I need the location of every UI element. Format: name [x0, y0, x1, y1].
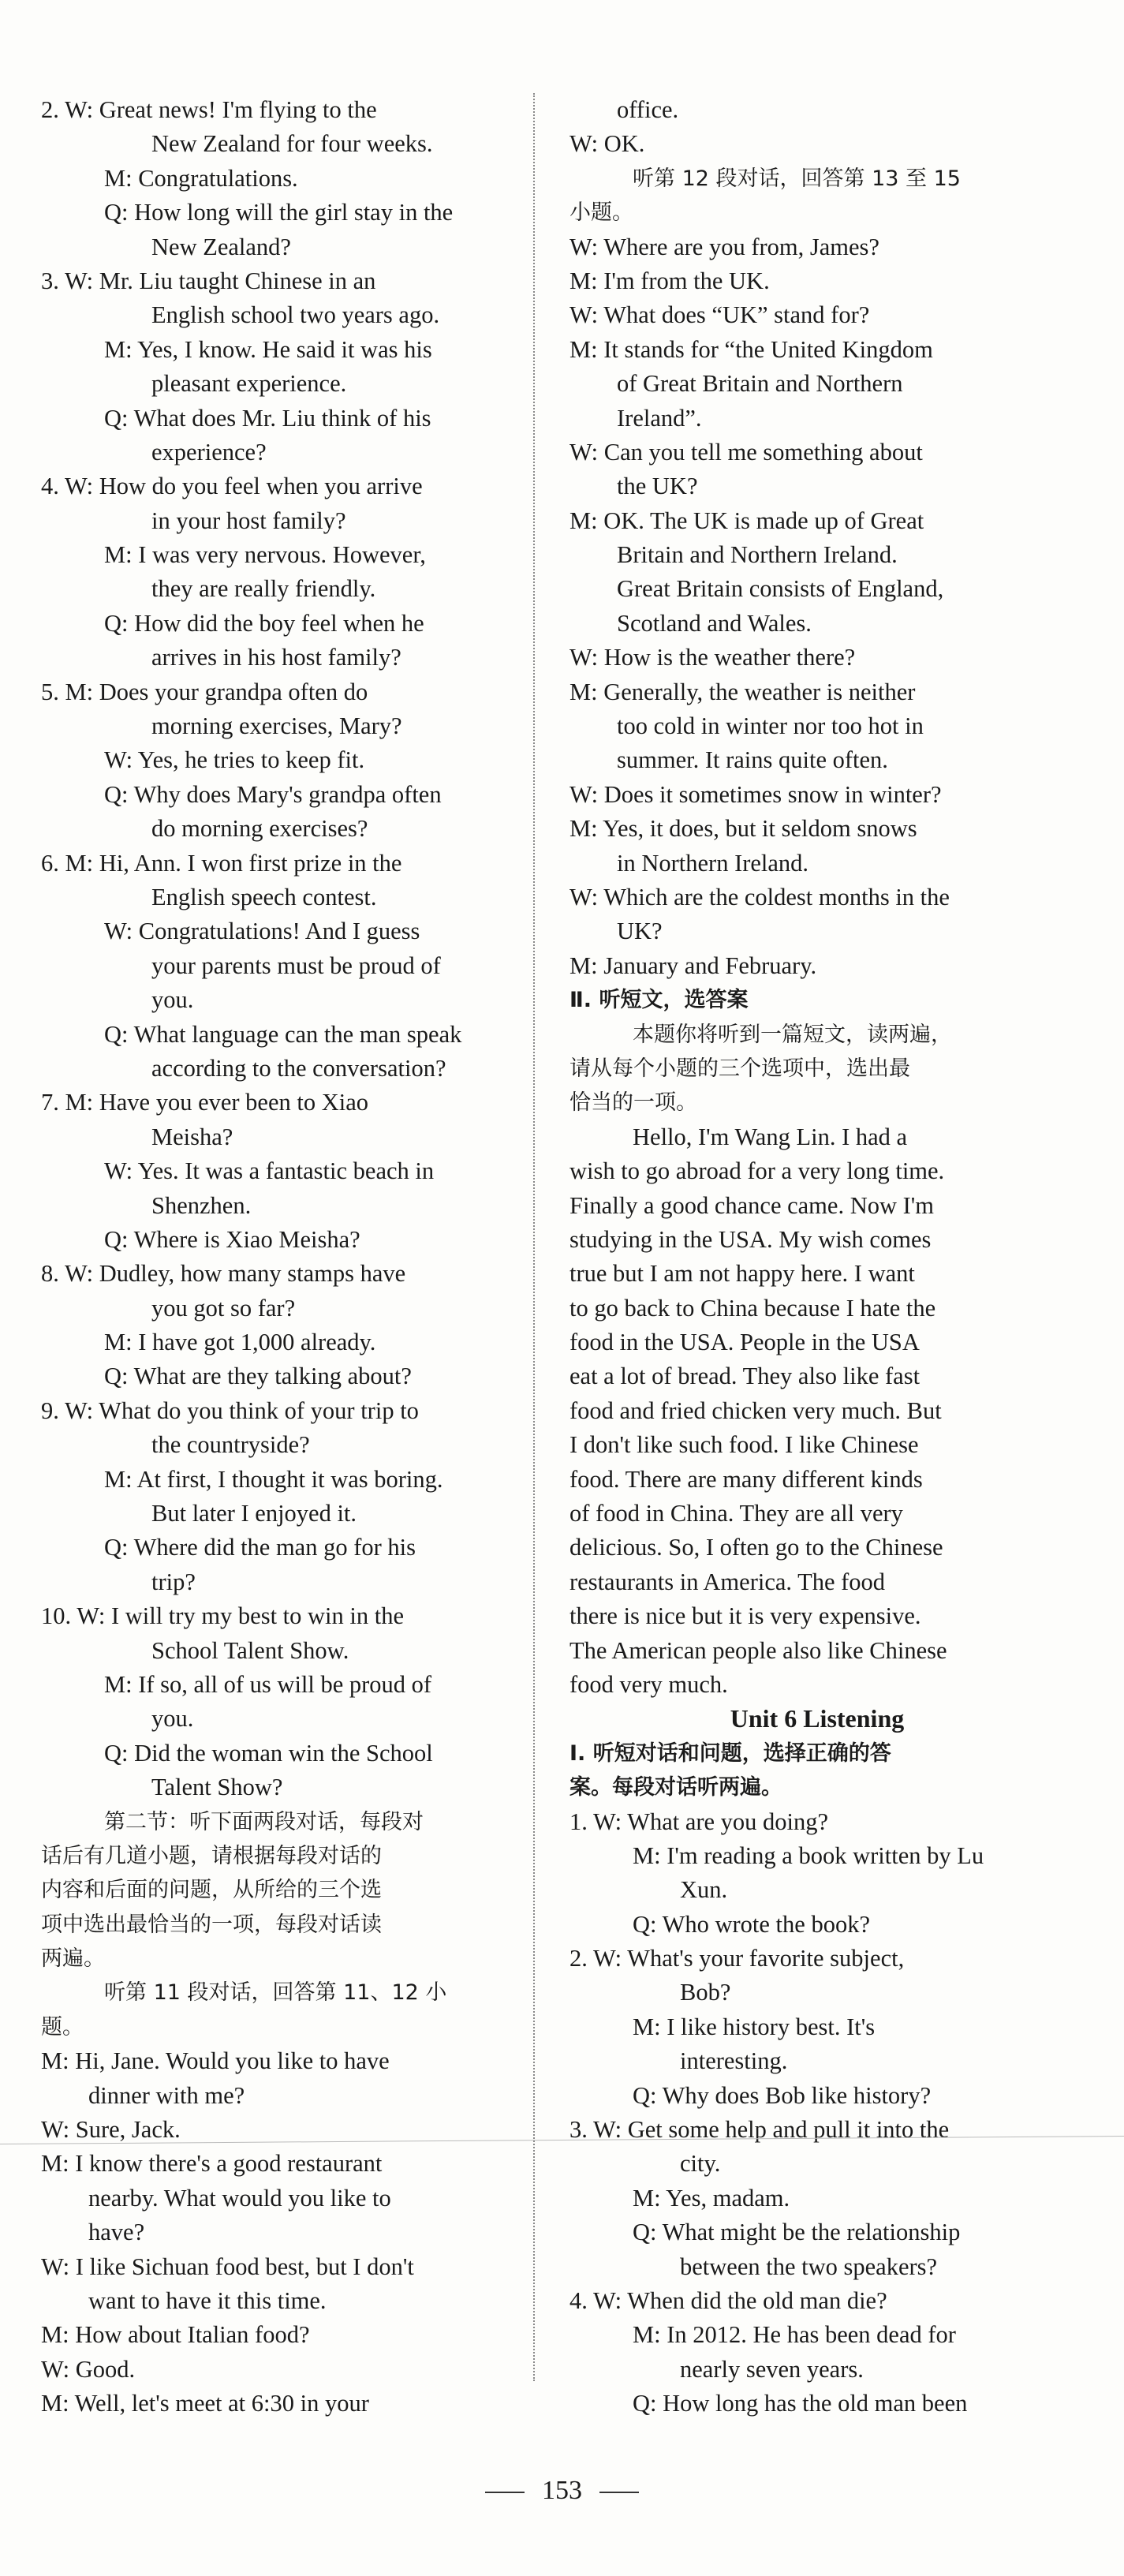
text-line: experience?: [151, 438, 267, 465]
text-line: M: I know there's a good restaurant: [41, 2150, 383, 2178]
text-line: Q: What does Mr. Liu think of his: [104, 404, 431, 432]
text-line: Ⅱ. 听短文，选答案: [569, 988, 749, 1013]
text-line: nearly seven years.: [680, 2355, 864, 2383]
text-line: food. There are many different kinds: [569, 1465, 923, 1493]
text-line: 请从每个小题的三个选项中，选出最: [569, 1056, 910, 1081]
text-line: W: Where are you from, James?: [569, 233, 879, 260]
text-line: of food in China. They are all very: [569, 1500, 903, 1527]
text-line: 10. W: I will try my best to win in the: [41, 1602, 405, 1630]
text-line: 5. M: Does your grandpa often do: [41, 678, 368, 705]
text-line: too cold in winter nor too hot in: [617, 712, 924, 740]
text-line: food very much.: [569, 1670, 728, 1698]
text-line: 话后有几道小题，请根据每段对话的: [41, 1843, 382, 1868]
text-line: Q: Did the woman win the School: [104, 1739, 433, 1767]
text-line: M: Hi, Jane. Would you like to have: [41, 2047, 390, 2075]
text-line: you.: [151, 1705, 194, 1733]
text-line: W: Sure, Jack.: [41, 2116, 181, 2144]
text-line: in Northern Ireland.: [617, 849, 809, 877]
text-line: 听第 11 段对话，回答第 11、12 小: [104, 1980, 447, 2006]
text-line: food in the USA. People in the USA: [569, 1329, 920, 1356]
text-line: 4. W: When did the old man die?: [569, 2287, 887, 2314]
text-line: 内容和后面的问题，从所给的三个选: [41, 1878, 382, 1903]
text-line: delicious. So, I often go to the Chinese: [569, 1534, 943, 1561]
text-line: M: In 2012. He has been dead for: [633, 2321, 956, 2349]
text-line: studying in the USA. My wish comes: [569, 1225, 932, 1253]
text-line: the countryside?: [151, 1431, 310, 1459]
text-line: M: Generally, the weather is neither: [569, 678, 916, 705]
text-line: Scotland and Wales.: [617, 609, 812, 637]
text-line: between the two speakers?: [680, 2253, 938, 2280]
text-line: M: At first, I thought it was boring.: [104, 1465, 443, 1493]
text-line: the UK?: [617, 473, 698, 500]
text-line: 听第 12 段对话，回答第 13 至 15: [633, 166, 961, 191]
text-line: pleasant experience.: [151, 370, 347, 398]
text-line: 2. W: Great news! I'm flying to the: [41, 96, 377, 123]
text-line: Q: Why does Bob like history?: [633, 2081, 932, 2109]
text-line: summer. It rains quite often.: [617, 746, 888, 774]
text-line: School Talent Show.: [151, 1636, 349, 1664]
text-line: Q: Who wrote the book?: [633, 1910, 870, 1938]
text-line: Q: How long will the girl stay in the: [104, 199, 454, 226]
text-line: W: Congratulations! And I guess: [104, 918, 420, 945]
text-line: 4. W: How do you feel when you arrive: [41, 473, 423, 500]
text-line: M: I like history best. It's: [633, 2013, 876, 2040]
text-line: 2. W: What's your favorite subject,: [569, 1945, 905, 1972]
text-line: 3. W: Get some help and pull it into the: [569, 2116, 950, 2144]
page-number-text: 153: [542, 2476, 582, 2505]
text-line: of Great Britain and Northern: [617, 370, 903, 398]
text-line: Q: How did the boy feel when he: [104, 609, 424, 637]
text-line: M: It stands for “the United Kingdom: [569, 335, 933, 363]
text-line: Bob?: [680, 1979, 731, 2006]
text-line: Talent Show?: [151, 1774, 283, 1801]
text-line: Hello, I'm Wang Lin. I had a: [633, 1123, 908, 1150]
text-line: there is nice but it is very expensive.: [569, 1602, 921, 1630]
text-line: M: January and February.: [569, 952, 817, 979]
right-column: [569, 93, 1065, 2421]
text-line: Q: What might be the relationship: [633, 2219, 961, 2246]
text-line: I don't like such food. I like Chinese: [569, 1431, 919, 1459]
text-line: your parents must be proud of: [151, 952, 441, 979]
text-line: 第二节：听下面两段对话，每段对: [104, 1809, 424, 1834]
text-line: Finally a good chance came. Now I'm: [569, 1191, 934, 1219]
text-line: New Zealand?: [151, 233, 291, 260]
text-line: Xun.: [680, 1876, 728, 1904]
text-line: Q: What language can the man speak: [104, 1020, 462, 1048]
text-line: 1. W: What are you doing?: [569, 1808, 829, 1835]
text-line: UK?: [617, 918, 663, 945]
text-line: W: Can you tell me something about: [569, 438, 923, 465]
text-line: nearby. What would you like to: [88, 2184, 391, 2211]
text-line: 项中选出最恰当的一项，每段对话读: [41, 1912, 382, 1937]
text-line: do morning exercises?: [151, 815, 368, 843]
text-line: W: What does “UK” stand for?: [569, 301, 870, 329]
text-line: W: How is the weather there?: [569, 644, 856, 671]
text-line: 两遍。: [41, 1946, 105, 1972]
text-line: city.: [680, 2150, 721, 2178]
text-line: Ⅰ. 听短对话和问题，选择正确的答: [569, 1740, 891, 1766]
text-line: M: Yes, it does, but it seldom snows: [569, 815, 917, 843]
text-line: interesting.: [680, 2047, 788, 2075]
text-line: M: If so, all of us will be proud of: [104, 1670, 432, 1698]
text-line: M: Yes, I know. He said it was his: [104, 335, 432, 363]
text-line: M: I have got 1,000 already.: [104, 1329, 376, 1356]
text-line: W: Yes, he tries to keep fit.: [104, 746, 365, 774]
text-line: W: OK.: [569, 130, 645, 158]
text-line: they are really friendly.: [151, 575, 376, 603]
text-line: Q: Where did the man go for his: [104, 1534, 416, 1561]
text-line: Q: How long has the old man been: [633, 2390, 968, 2417]
text-line: trip?: [151, 1568, 196, 1595]
text-line: 案。每段对话听两遍。: [569, 1775, 782, 1800]
text-line: W: Which are the coldest months in the: [569, 883, 950, 910]
text-line: M: Well, let's meet at 6:30 in your: [41, 2390, 369, 2417]
text-line: 小题。: [569, 200, 633, 226]
text-line: Britain and Northern Ireland.: [617, 541, 898, 569]
text-line: English school two years ago.: [151, 301, 440, 329]
text-line: you got so far?: [151, 1294, 296, 1322]
text-line: eat a lot of bread. They also like fast: [569, 1363, 920, 1390]
text-line: 7. M: Have you ever been to Xiao: [41, 1089, 369, 1116]
text-line: have?: [88, 2219, 145, 2246]
text-line: food and fried chicken very much. But: [569, 1396, 942, 1424]
page-number: [0, 2476, 1124, 2506]
text-line: Q: Where is Xiao Meisha?: [104, 1225, 360, 1253]
text-line: W: Good.: [41, 2355, 136, 2383]
text-line: 本题你将听到一篇短文，读两遍，: [633, 1022, 952, 1047]
text-line: M: Congratulations.: [104, 164, 298, 192]
text-line: Unit 6 Listening: [730, 1704, 905, 1733]
text-line: 3. W: Mr. Liu taught Chinese in an: [41, 267, 376, 294]
left-column: [41, 93, 514, 2421]
text-line: arrives in his host family?: [151, 644, 401, 671]
text-line: you.: [151, 986, 194, 1014]
text-line: according to the conversation?: [151, 1054, 446, 1082]
text-line: Great Britain consists of England,: [617, 575, 944, 603]
text-line: 恰当的一项。: [569, 1090, 697, 1116]
text-line: wish to go abroad for a very long time.: [569, 1157, 945, 1185]
text-line: want to have it this time.: [88, 2287, 327, 2314]
text-line: to go back to China because I hate the: [569, 1294, 936, 1322]
text-line: Q: What are they talking about?: [104, 1363, 412, 1390]
text-line: true but I am not happy here. I want: [569, 1260, 915, 1288]
text-line: 6. M: Hi, Ann. I won first prize in the: [41, 849, 402, 877]
text-line: Meisha?: [151, 1123, 233, 1150]
text-line: M: Yes, madam.: [633, 2184, 790, 2211]
text-line: office.: [617, 96, 679, 123]
text-line: M: I'm reading a book written by Lu: [633, 1841, 984, 1869]
text-line: Ireland”.: [617, 404, 702, 432]
text-line: dinner with me?: [88, 2081, 245, 2109]
text-line: M: OK. The UK is made up of Great: [569, 507, 924, 534]
column-divider: [533, 93, 535, 2381]
text-line: The American people also like Chinese: [569, 1636, 947, 1664]
text-line: W: Yes. It was a fantastic beach in: [104, 1157, 435, 1185]
text-line: But later I enjoyed it.: [151, 1500, 357, 1527]
text-line: W: Does it sometimes snow in winter?: [569, 780, 942, 808]
text-line: M: I was very nervous. However,: [104, 541, 426, 569]
text-line: 9. W: What do you think of your trip to: [41, 1396, 419, 1424]
text-line: English speech contest.: [151, 883, 377, 910]
text-line: morning exercises, Mary?: [151, 712, 402, 740]
text-line: in your host family?: [151, 507, 346, 534]
text-line: 题。: [41, 2014, 84, 2039]
text-line: restaurants in America. The food: [569, 1568, 886, 1595]
text-line: M: I'm from the UK.: [569, 267, 770, 294]
text-line: Q: Why does Mary's grandpa often: [104, 780, 442, 808]
text-line: Shenzhen.: [151, 1191, 252, 1219]
text-line: New Zealand for four weeks.: [151, 130, 433, 158]
text-line: W: I like Sichuan food best, but I don't: [41, 2253, 414, 2280]
text-line: 8. W: Dudley, how many stamps have: [41, 1260, 406, 1288]
text-line: M: How about Italian food?: [41, 2321, 310, 2349]
